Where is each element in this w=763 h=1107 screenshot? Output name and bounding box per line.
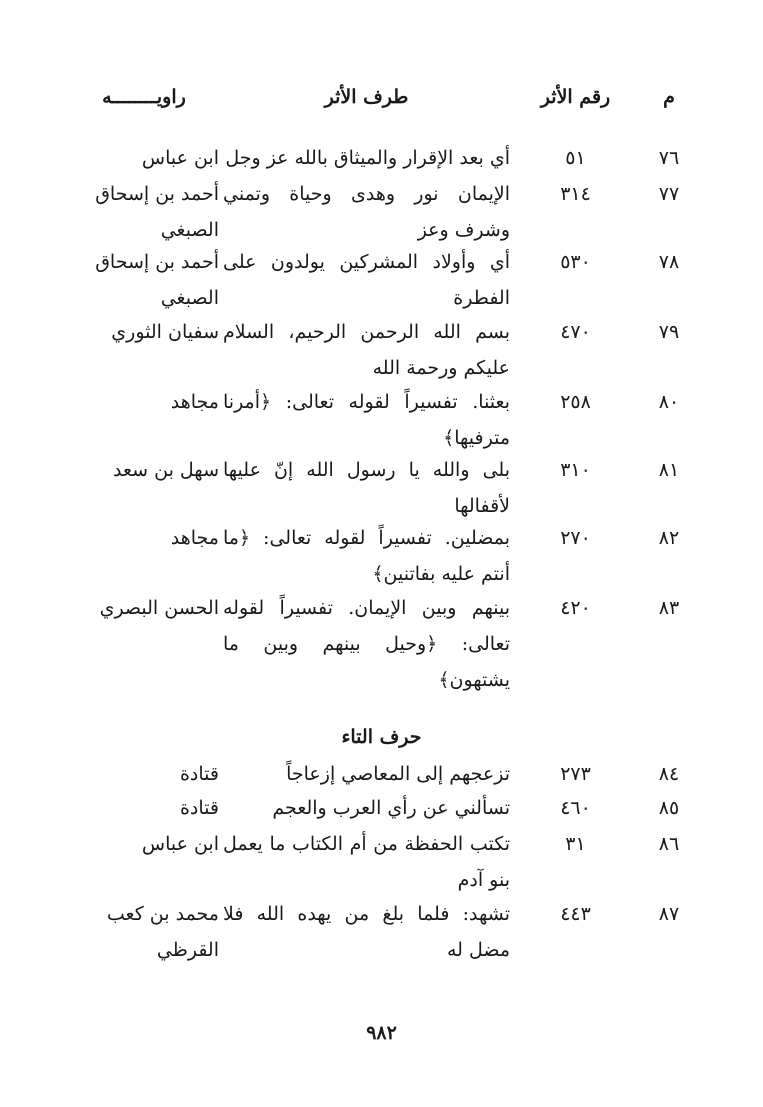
row-number: ٨٠ <box>658 391 680 413</box>
text-excerpt: بينهم وبين الإيمان. تفسيراً لقوله تعالى: ﴿وحيل بينهم وبين ما يشتهون﴾ <box>223 597 510 691</box>
reference-number: ٢٧٠ <box>560 527 591 549</box>
text-excerpt: بسم الله الرحمن الرحيم، السلام عليكم ورحمة الله <box>223 321 510 379</box>
header-narrator: راويــــــــه <box>102 86 186 108</box>
row-number: ٨٥ <box>658 797 680 819</box>
page-number: ٩٨٢ <box>366 1022 397 1044</box>
narrator: سفيان الثوري <box>111 321 219 343</box>
narrator: أحمد بن إسحاق الصبغي <box>95 183 219 241</box>
row-number: ٨١ <box>658 459 680 481</box>
reference-number: ٥٣٠ <box>560 251 591 273</box>
reference-number: ٤٤٣ <box>560 903 591 925</box>
text-excerpt: أي وأولاد المشركين يولدون على الفطرة <box>223 251 510 309</box>
narrator: الحسن البصري <box>99 597 219 619</box>
header-number: م <box>663 86 675 108</box>
text-excerpt: تكتب الحفظة من أم الكتاب ما يعمل بنو آدم <box>223 833 510 891</box>
narrator: ابن عباس <box>141 147 219 169</box>
text-excerpt: بعثنا. تفسيراً لقوله تعالى: ﴿أمرنا مترفيها﴾ <box>223 391 510 449</box>
row-number: ٧٨ <box>658 251 680 273</box>
text-excerpt: تزعجهم إلى المعاصي إزعاجاً <box>286 763 510 785</box>
reference-number: ٢٧٣ <box>560 763 591 785</box>
row-number: ٨٤ <box>658 763 680 785</box>
reference-number: ٣١٠ <box>560 459 591 481</box>
reference-number: ٤٧٠ <box>560 321 591 343</box>
header-reference-number: رقم الأثر <box>540 86 611 108</box>
reference-number: ٣١ <box>565 833 586 855</box>
narrator: ابن عباس <box>141 833 219 855</box>
row-number: ٧٦ <box>658 147 680 169</box>
narrator: أحمد بن إسحاق الصبغي <box>95 251 219 309</box>
text-excerpt: تشهد: فلما بلغ من يهده الله فلا مضل له <box>223 903 510 961</box>
text-excerpt: أي بعد الإقرار والميثاق بالله عز وجل <box>225 147 510 169</box>
row-number: ٧٩ <box>658 321 680 343</box>
text-excerpt: بمضلين. تفسيراً لقوله تعالى: ﴿ما أنتم عليه بفاتنين﴾ <box>223 527 510 585</box>
row-number: ٨٦ <box>658 833 680 855</box>
header-text-excerpt: طرف الأثر <box>324 86 409 108</box>
reference-number: ٤٦٠ <box>560 797 591 819</box>
narrator: قتادة <box>179 763 219 785</box>
reference-number: ٣١٤ <box>560 183 591 205</box>
text-excerpt: الإيمان نور وهدى وحياة وتمني وشرف وعز <box>223 183 510 241</box>
narrator: مجاهد <box>170 391 219 413</box>
row-number: ٧٧ <box>658 183 680 205</box>
row-number: ٨٣ <box>658 597 680 619</box>
reference-number: ٥١ <box>565 147 586 169</box>
row-number: ٨٢ <box>658 527 680 549</box>
text-excerpt: تسألني عن رأي العرب والعجم <box>272 797 510 819</box>
narrator: سهل بن سعد <box>113 459 219 481</box>
row-number: ٨٧ <box>658 903 680 925</box>
section-title: حرف التاء <box>341 726 422 748</box>
narrator: قتادة <box>179 797 219 819</box>
reference-number: ٢٥٨ <box>560 391 591 413</box>
narrator: مجاهد <box>170 527 219 549</box>
narrator: محمد بن كعب القرظي <box>106 903 219 961</box>
text-excerpt: بلى والله يا رسول الله إنّ عليها لأقفالها <box>223 459 510 517</box>
reference-number: ٤٢٠ <box>560 597 591 619</box>
